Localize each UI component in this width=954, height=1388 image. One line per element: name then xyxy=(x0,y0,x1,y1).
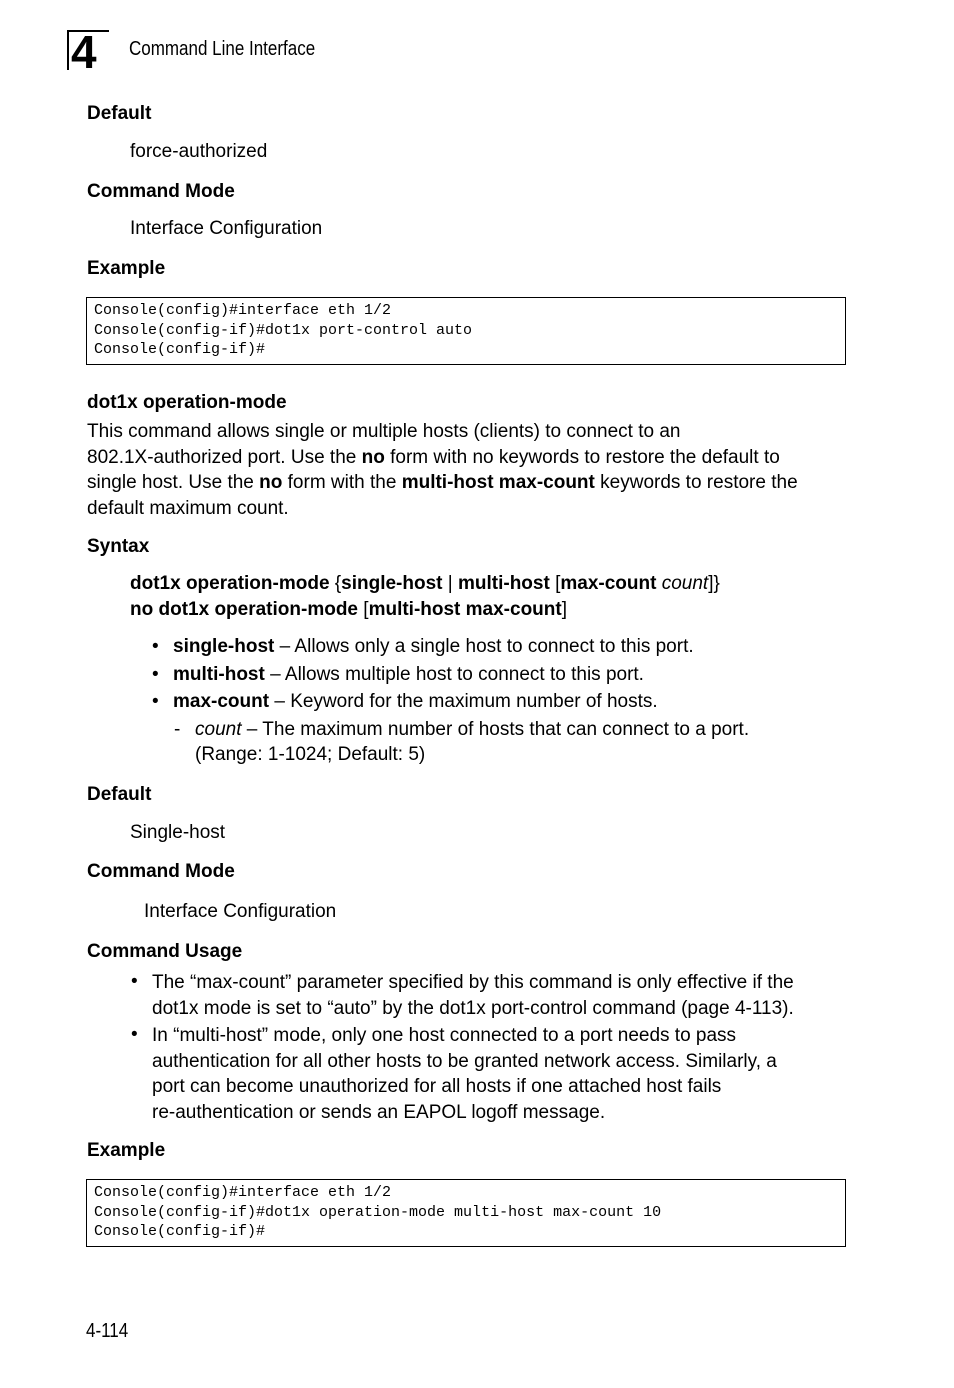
command-mode-heading: Command Mode xyxy=(87,181,235,202)
section-title: dot1x operation-mode xyxy=(87,392,287,413)
code-line: Console(config-if)#dot1x operation-mode multi-host max-count 10 xyxy=(94,1203,662,1221)
command-usage-heading: Command Usage xyxy=(87,941,243,962)
list-item: single-host – Allows only a single host to connect to this port. xyxy=(173,636,694,657)
command-mode-value: Interface Configuration xyxy=(144,901,337,922)
syntax-no-line: no dot1x operation-mode [multi-host max-count] xyxy=(130,599,568,620)
bullet-marker: • xyxy=(152,691,159,712)
example-heading: Example xyxy=(87,258,166,279)
desc-line: 802.1X-authorized port. Use the no form with no keywords to restore the default to xyxy=(87,446,780,468)
bullet-marker: • xyxy=(131,1024,138,1045)
sub-list-range: (Range: 1-1024; Default: 5) xyxy=(195,744,426,765)
desc-line: This command allows single or multiple hosts (clients) to connect to an xyxy=(87,421,681,442)
running-header: Command Line Interface xyxy=(129,38,316,60)
desc-line: default maximum count. xyxy=(87,497,289,519)
command-mode-value: Interface Configuration xyxy=(130,218,323,239)
section-description xyxy=(87,419,857,521)
code-line: Console(config-if)# xyxy=(94,1223,266,1240)
page-number: 4-114 xyxy=(86,1320,129,1342)
command-mode-heading: Command Mode xyxy=(87,861,235,882)
default-value: Single-host xyxy=(130,822,226,843)
code-line: Console(config-if)#dot1x port-control auto xyxy=(94,321,473,339)
code-example xyxy=(86,1179,846,1247)
chapter-number: 4 xyxy=(67,30,109,70)
list-item: multi-host – Allows multiple host to connect to this port. xyxy=(173,664,644,685)
bullet-marker: • xyxy=(131,971,138,992)
default-heading: Default xyxy=(87,103,152,124)
bullet-marker: • xyxy=(152,636,159,657)
code-line: Console(config)#interface eth 1/2 xyxy=(94,302,392,319)
default-heading: Default xyxy=(87,784,152,805)
default-value: force-authorized xyxy=(130,141,268,162)
code-example xyxy=(86,297,846,365)
example-heading: Example xyxy=(87,1140,166,1161)
syntax-heading: Syntax xyxy=(87,536,150,557)
usage-item: In “multi-host” mode, only one host connected to a port needs to pass authentication for all other hosts to be granted network access. Similarly, a port can become unauthorized for all hosts if one attached host fails re-authentication or sends an EAPOL logoff message. xyxy=(152,1025,777,1123)
sub-bullet-dash: - xyxy=(174,719,181,740)
syntax-line: dot1x operation-mode {single-host | multi-host [max-count count]} xyxy=(130,573,720,594)
bullet-marker: • xyxy=(152,664,159,685)
list-item: max-count – Keyword for the maximum number of hosts. xyxy=(173,691,658,712)
code-line: Console(config)#interface eth 1/2 xyxy=(94,1184,392,1201)
sub-list-item: count – The maximum number of hosts that can connect to a port. xyxy=(195,719,750,740)
usage-item: The “max-count” parameter specified by this command is only effective if the dot1x mode is set to “auto” by the dot1x port-control command (page 4-113). xyxy=(152,972,794,1019)
code-line: Console(config-if)# xyxy=(94,341,266,358)
desc-line: single host. Use the no form with the multi-host max-count keywords to restore the xyxy=(87,472,798,493)
